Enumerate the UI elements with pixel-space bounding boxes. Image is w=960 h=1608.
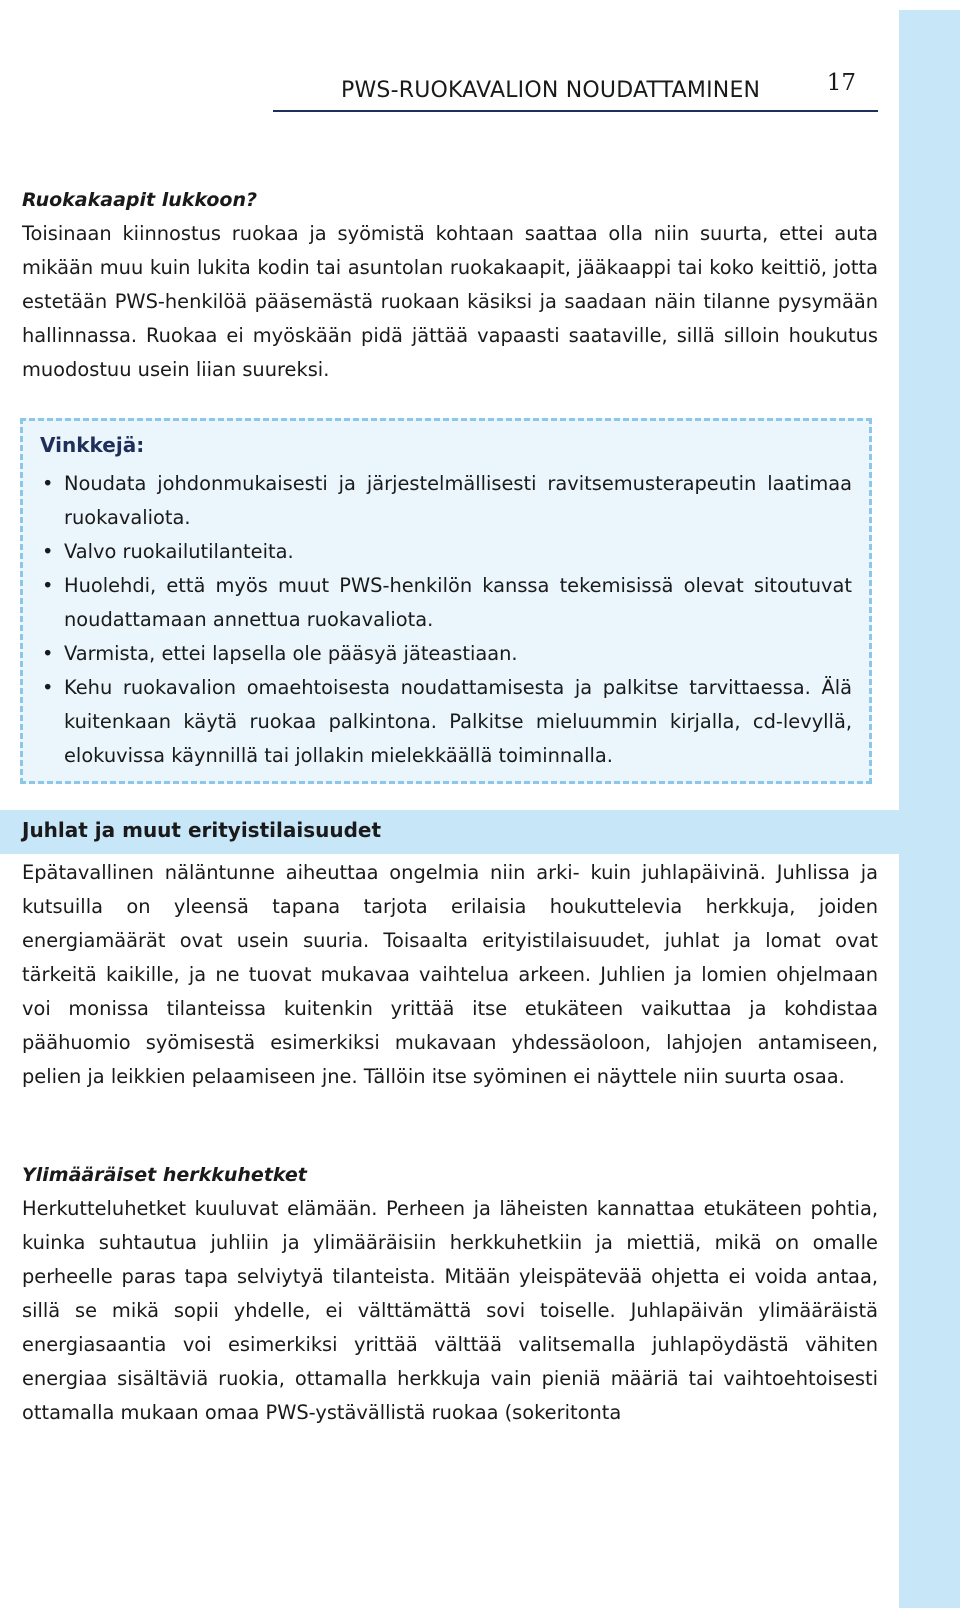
section-parties [22,856,878,1094]
bullet-icon: • [42,642,54,665]
section-extra-treats [22,1158,878,1430]
bullet-icon: • [42,540,54,563]
tips-list-item [40,637,852,671]
bullet-icon: • [42,472,54,495]
tips-title: Vinkkejä: [40,433,145,457]
bullet-icon: • [42,676,54,699]
section-paragraph-parties: Epätavallinen näläntunne aiheuttaa ongelmia niin arki- kuin juhlapäivinä. Juhlissa ja kutsuilla on yleensä tapana tarjota erilaisia houkuttelevia herkkuja, joiden energiamäärät ovat usein suuria. Toisaalta erityistilaisuudet, juhlat ja lomat ovat tärkeitä kaikille, ja ne tuovat mukavaa vaihtelua arkeen. Juhlien ja lomien ohjelmaan voi monissa tilanteissa kuitenkin yrittää itse etukäteen vaikuttaa ja kohdistaa päähuomio syömisestä esimerkiksi mukavaan yhdessäoloon, lahjojen antamiseen, pelien ja leikkien pelaamiseen jne. Tällöin itse syöminen ei näyttele niin suurta osaa. [22,861,878,1088]
section-paragraph-extra-treats: Herkutteluhetket kuuluvat elämään. Perheen ja läheisten kannattaa etukäteen pohtia, kuinka suhtautua juhliin ja ylimääräisiin herkkuhetkiin ja miettiä, mikä on omalle perheelle paras tapa selviytyä tilanteista. Mitään yleispätevää ohjetta ei voida antaa, sillä se mikä sopii yhdelle, ei välttämättä sovi toiselle. Juhlapäivän ylimääräistä energiasaantia voi esimerkiksi yrittää välttää valitsemalla juhlapöydästä vähiten energiaa sisältäviä ruokia, ottamalla herkkuja vain pieniä määriä tai vaihtoehtoisesti ottamalla mukaan omaa PWS-ystävällistä ruokaa (sokeritonta [22,1197,878,1424]
page-number: 17 [826,70,856,96]
tips-list-item [40,569,852,637]
side-color-bar [899,10,960,1608]
tips-list-item [40,671,852,773]
bullet-icon: • [42,574,54,597]
tips-list-item [40,535,852,569]
section-heading-parties: Juhlat ja muut erityistilaisuudet [22,818,382,842]
section-heading-food-cabinets: Ruokakaapit lukkoon? [22,189,258,211]
section-band [0,810,899,854]
section-food-cabinets [22,183,878,387]
tip-text: Kehu ruokavalion omaehtoisesta noudattamisesta ja palkitse tarvittaessa. Älä kuitenkaan käytä ruokaa palkintona. Palkitse mieluummin kirjalla, cd-levyllä, elokuvissa käynnillä tai jollakin mielekkäällä toiminnalla. [64,676,852,767]
tips-list [40,467,852,773]
section-heading-extra-treats: Ylimääräiset herkkuhetket [22,1164,307,1186]
tip-text: Varmista, ettei lapsella ole pääsyä jäteastiaan. [64,642,518,665]
tip-text: Valvo ruokailutilanteita. [64,540,294,563]
running-header [273,70,878,112]
tips-box [20,418,872,784]
section-paragraph-food-cabinets: Toisinaan kiinnostus ruokaa ja syömistä kohtaan saattaa olla niin suurta, ettei auta mikään muu kuin lukita kodin tai asuntolan ruokakaapit, jääkaappi tai koko keittiö, jotta estetään PWS-henkilöä pääsemästä ruokaan käsiksi ja saadaan näin tilanne pysymään hallinnassa. Ruokaa ei myöskään pidä jättää vapaasti saataville, sillä silloin houkutus muodostuu usein liian suureksi. [22,222,878,381]
tip-text: Noudata johdonmukaisesti ja järjestelmällisesti ravitsemusterapeutin laatimaa ruokavaliota. [64,472,852,529]
running-header-title: PWS-RUOKAVALION NOUDATTAMINEN [341,78,761,103]
tips-list-item [40,467,852,535]
tip-text: Huolehdi, että myös muut PWS-henkilön kanssa tekemisissä olevat sitoutuvat noudattamaan annettua ruokavaliota. [64,574,852,631]
